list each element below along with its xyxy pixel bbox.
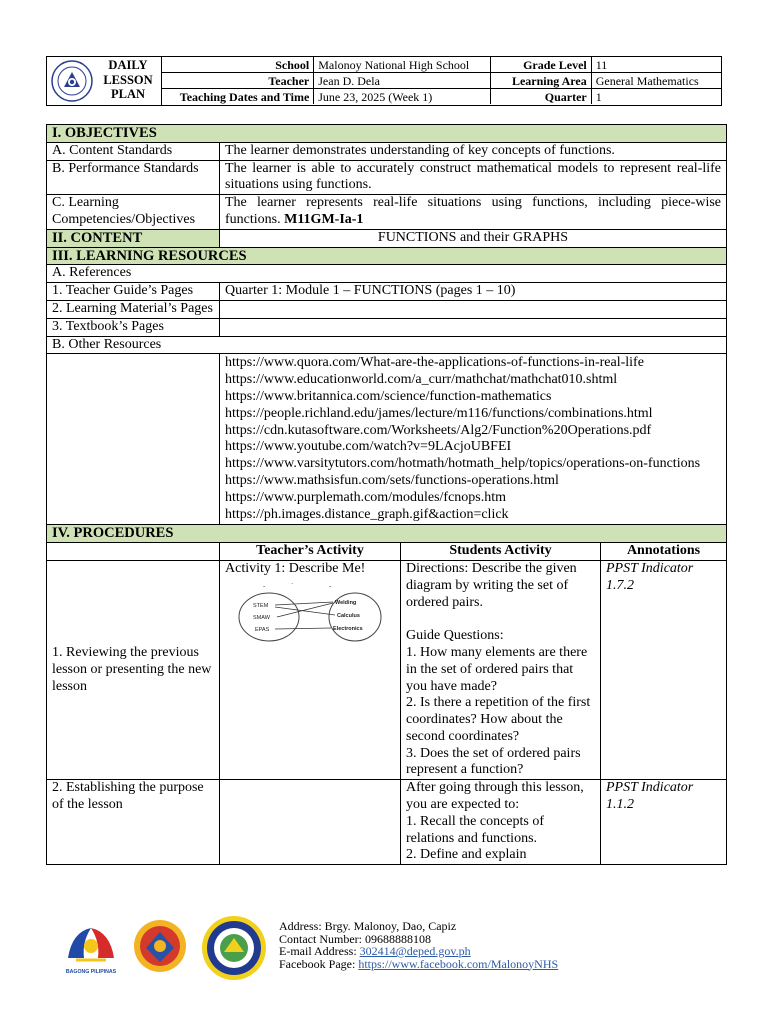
header-value: General Mathematics: [591, 73, 721, 89]
range-label: Electronics: [333, 625, 363, 632]
row-label: C. Learning Competencies/Objectives: [47, 195, 220, 230]
procedure-label: 1. Reviewing the previous lesson or presenting the new lesson: [47, 560, 220, 779]
row-references: [47, 265, 727, 283]
facebook-line: [279, 958, 558, 971]
section-objectives: [47, 125, 727, 143]
row-textbook: [47, 318, 727, 336]
school-seal-icon: [200, 914, 268, 982]
row-learning-material: [47, 300, 727, 318]
resource-link: https://www.quora.com/What-are-the-applications-of-functions-in-real-life: [225, 355, 644, 371]
header-label: Grade Level: [491, 57, 592, 73]
section-heading: III. LEARNING RESOURCES: [47, 247, 727, 265]
links-cell: [220, 354, 727, 525]
svg-text:·: ·: [291, 579, 294, 588]
contact-number: Contact Number: 09688888108: [279, 931, 431, 946]
row-text: The learner is able to accurately construct mathematical models to represent real-life situations using functions.: [220, 160, 727, 195]
range-label: Welding: [335, 599, 357, 606]
header-value: 11: [591, 57, 721, 73]
annotation-cell: PPST Indicator 1.1.2: [601, 780, 727, 865]
section-heading: II. CONTENT: [47, 229, 220, 247]
col-students-activity: Students Activity: [401, 543, 601, 561]
deped-seal-icon: [51, 60, 93, 102]
row-links: [47, 354, 727, 525]
row-competencies: [47, 195, 727, 230]
section-heading: I. OBJECTIVES: [47, 125, 727, 143]
school-contact-block: [279, 920, 558, 970]
activity-title: Activity 1: Describe Me!: [225, 560, 366, 576]
students-line: 1. How many elements are there in the set of ordered pairs that you have made?: [406, 644, 588, 694]
section-learning-resources: [47, 247, 727, 265]
empty-header: [47, 543, 220, 561]
row-label: 3. Textbook’s Pages: [47, 318, 220, 336]
competency-code: M11GM-Ia-1: [284, 211, 364, 227]
teacher-activity-cell: [220, 560, 401, 779]
teacher-activity-cell: [220, 780, 401, 865]
row-text: [220, 195, 727, 230]
title-line: PLAN: [110, 87, 146, 101]
students-line: [406, 611, 595, 628]
resource-link: https://www.educationworld.com/a_curr/mathchat/mathchat010.shtml: [225, 372, 618, 388]
resource-link: https://www.varsitytutors.com/hotmath/hotmath_help/topics/operations-on-functions: [225, 456, 701, 472]
mapping-diagram: [233, 580, 383, 646]
title-line: DAILY: [108, 58, 148, 72]
bagong-pilipinas-text: BAGONG PILIPINAS: [65, 969, 117, 975]
procedures-column-headers: [47, 543, 727, 561]
resource-link: https://www.mathsisfun.com/sets/functions-operations.html: [225, 472, 559, 488]
row-text: [220, 318, 727, 336]
bagong-pilipinas-logo-icon: [62, 920, 120, 978]
header-label: School: [161, 57, 314, 73]
col-annotations: Annotations: [601, 543, 727, 561]
row-label: [47, 354, 220, 525]
students-line: 1. Recall the concepts of relations and functions.: [406, 813, 545, 846]
procedure-row-reviewing: [47, 560, 727, 779]
resource-link: https://www.britannica.com/science/function-mathematics: [225, 388, 552, 404]
header-value: 1: [591, 89, 721, 105]
section-heading: IV. PROCEDURES: [47, 525, 727, 543]
svg-text:-: -: [263, 581, 266, 590]
row-other-resources: [47, 336, 727, 354]
facebook-label: Facebook Page:: [279, 956, 359, 971]
resource-link: https://ph.images.distance_graph.gif&action=click: [225, 506, 509, 522]
annotation-cell: PPST Indicator 1.7.2: [601, 560, 727, 779]
resource-link: https://www.purplemath.com/modules/fcnops.htm: [225, 489, 507, 505]
email-label: E-mail Address:: [279, 944, 360, 958]
svg-text:-: -: [329, 581, 332, 590]
dlp-header: [46, 56, 722, 106]
facebook-link[interactable]: https://www.facebook.com/MalonoyNHS: [358, 956, 559, 971]
header-title-cell: [47, 57, 162, 105]
header-info-table: [161, 57, 721, 104]
row-label: 1. Teacher Guide’s Pages: [47, 283, 220, 301]
deped-matatag-logo-icon: [132, 918, 188, 974]
row-text: The learner demonstrates understanding of key concepts of functions.: [220, 142, 727, 160]
header-value: Jean D. Dela: [314, 73, 491, 89]
header-row: [161, 89, 721, 105]
row-content-standards: [47, 142, 727, 160]
section-procedures: [47, 525, 727, 543]
students-line: After going through this lesson, you are expected to:: [406, 780, 584, 813]
row-text: [220, 300, 727, 318]
col-teacher-activity: Teacher’s Activity: [220, 543, 401, 561]
competency-text: The learner represents real-life situations using functions, including piece-wise functions.: [225, 195, 722, 227]
row-label: B. Performance Standards: [47, 160, 220, 195]
header-value: June 23, 2025 (Week 1): [314, 89, 491, 105]
students-activity-cell: [401, 780, 601, 865]
students-line: 3. Does the set of ordered pairs represent a function?: [406, 745, 581, 778]
row-label: A. Content Standards: [47, 142, 220, 160]
row-performance-standards: [47, 160, 727, 195]
content-topic: FUNCTIONS and their GRAPHS: [220, 229, 727, 247]
row-text: Quarter 1: Module 1 – FUNCTIONS (pages 1 – 10): [220, 283, 727, 301]
students-line: Guide Questions:: [406, 628, 504, 644]
resource-link: https://cdn.kutasoftware.com/Worksheets/Alg2/Function%20Operations.pdf: [225, 422, 652, 438]
procedure-label: 2. Establishing the purpose of the lesson: [47, 780, 220, 865]
header-label: Quarter: [491, 89, 592, 105]
resource-link: https://www.youtube.com/watch?v=9LAcjoUBFEI: [225, 439, 512, 455]
procedure-row-purpose: [47, 780, 727, 865]
header-label: Teaching Dates and Time: [161, 89, 314, 105]
header-row: [161, 57, 721, 73]
resource-link: https://people.richland.edu/james/lecture/m116/functions/combinations.html: [225, 405, 653, 421]
row-teacher-guide: [47, 283, 727, 301]
students-line: 2. Is there a repetition of the first coordinates? How about the second coordinates?: [406, 695, 591, 744]
students-activity-cell: [401, 560, 601, 779]
domain-label: EPAS: [255, 626, 270, 633]
header-label: Learning Area: [491, 73, 592, 89]
daily-lesson-plan-title: [97, 58, 159, 102]
domain-label: STEM: [253, 602, 269, 609]
row-label: 2. Learning Material’s Pages: [47, 300, 220, 318]
students-line: Directions: Describe the given diagram by writing the set of ordered pairs.: [406, 560, 577, 610]
students-line: 2. Define and explain: [406, 847, 527, 863]
domain-label: SMAW: [253, 614, 270, 621]
email-link[interactable]: 302414@deped.gov.ph: [359, 944, 471, 958]
header-value: Malonoy National High School: [314, 57, 491, 73]
lesson-plan-table: [46, 124, 727, 865]
row-label: B. Other Resources: [47, 336, 727, 354]
header-label: Teacher: [161, 73, 314, 89]
title-line: LESSON: [103, 72, 153, 87]
school-address: Address: Brgy. Malonoy, Dao, Capiz: [279, 919, 457, 933]
range-label: Calculus: [337, 612, 360, 619]
section-content: [47, 229, 727, 247]
header-row: [161, 73, 721, 89]
row-label: A. References: [47, 265, 727, 283]
